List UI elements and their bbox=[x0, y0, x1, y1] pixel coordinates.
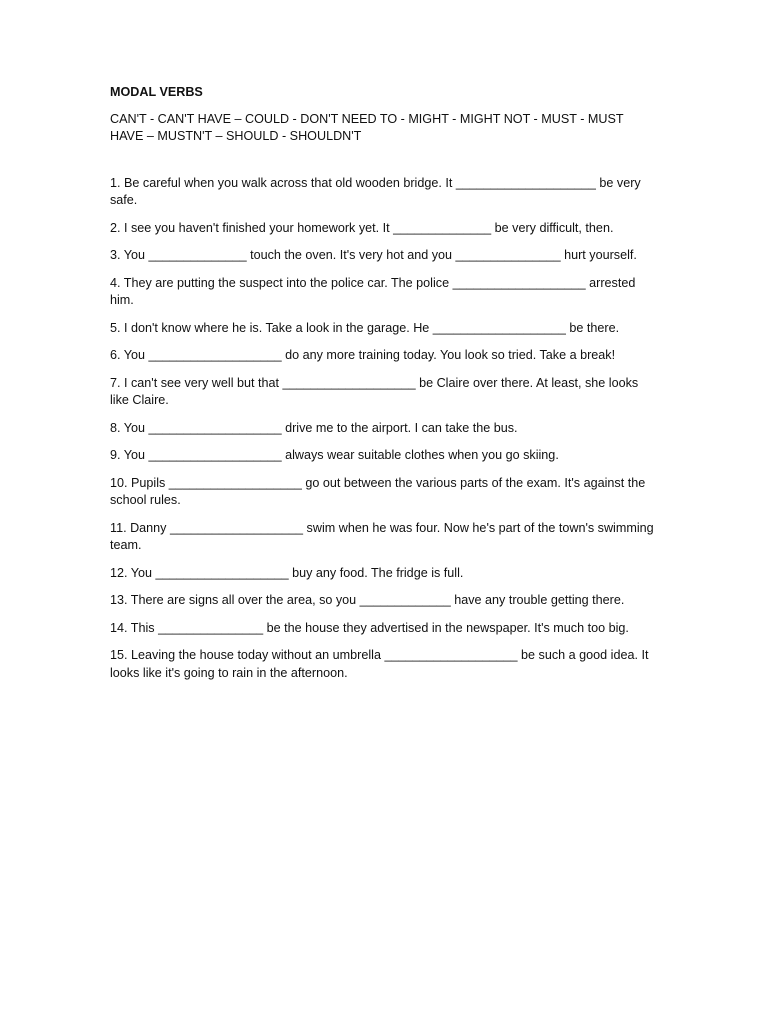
worksheet-page bbox=[110, 84, 658, 692]
exercise-12: 12. You ___________________ buy any food. The fridge is full. bbox=[110, 565, 464, 580]
exercise-5: 5. I don't know where he is. Take a look in the garage. He ___________________ be there. bbox=[110, 320, 620, 335]
exercise-1: 1. Be careful when you walk across that old wooden bridge. It ____________________ be very safe. bbox=[110, 175, 641, 207]
exercise-6: 6. You ___________________ do any more training today. You look so tried. Take a break! bbox=[110, 348, 616, 362]
exercise-3: 3. You ______________ touch the oven. It's very hot and you _______________ hurt yourself. bbox=[110, 248, 637, 262]
worksheet-title: MODAL VERBS bbox=[110, 85, 203, 99]
exercise-4: 4. They are putting the suspect into the police car. The police ___________________ arrested him. bbox=[110, 275, 636, 307]
exercise-11: 11. Danny ___________________ swim when he was four. Now he's part of the town's swimming team. bbox=[110, 520, 654, 552]
exercise-10: 10. Pupils ___________________ go out between the various parts of the exam. It's against the school rules. bbox=[110, 475, 646, 507]
exercise-9: 9. You ___________________ always wear suitable clothes when you go skiing. bbox=[110, 448, 559, 462]
exercise-13: 13. There are signs all over the area, so you _____________ have any trouble getting there. bbox=[110, 593, 625, 607]
exercise-2: 2. I see you haven't finished your homework yet. It ______________ be very difficult, then. bbox=[110, 220, 614, 235]
exercise-list bbox=[110, 175, 658, 683]
exercise-14: 14. This _______________ be the house they advertised in the newspaper. It's much too big. bbox=[110, 620, 629, 635]
exercise-7: 7. I can't see very well but that ___________________ be Claire over there. At least, she looks like Claire. bbox=[110, 375, 639, 407]
exercise-8: 8. You ___________________ drive me to the airport. I can take the bus. bbox=[110, 420, 518, 435]
exercise-15: 15. Leaving the house today without an umbrella ___________________ be such a good idea. It looks like it's going to rain in the afternoon. bbox=[110, 648, 649, 680]
word-bank: CAN'T - CAN'T HAVE – COULD - DON'T NEED TO - MIGHT - MIGHT NOT - MUST - MUST HAVE – MUSTN'T – SHOULD - SHOULDN'T bbox=[110, 111, 624, 143]
